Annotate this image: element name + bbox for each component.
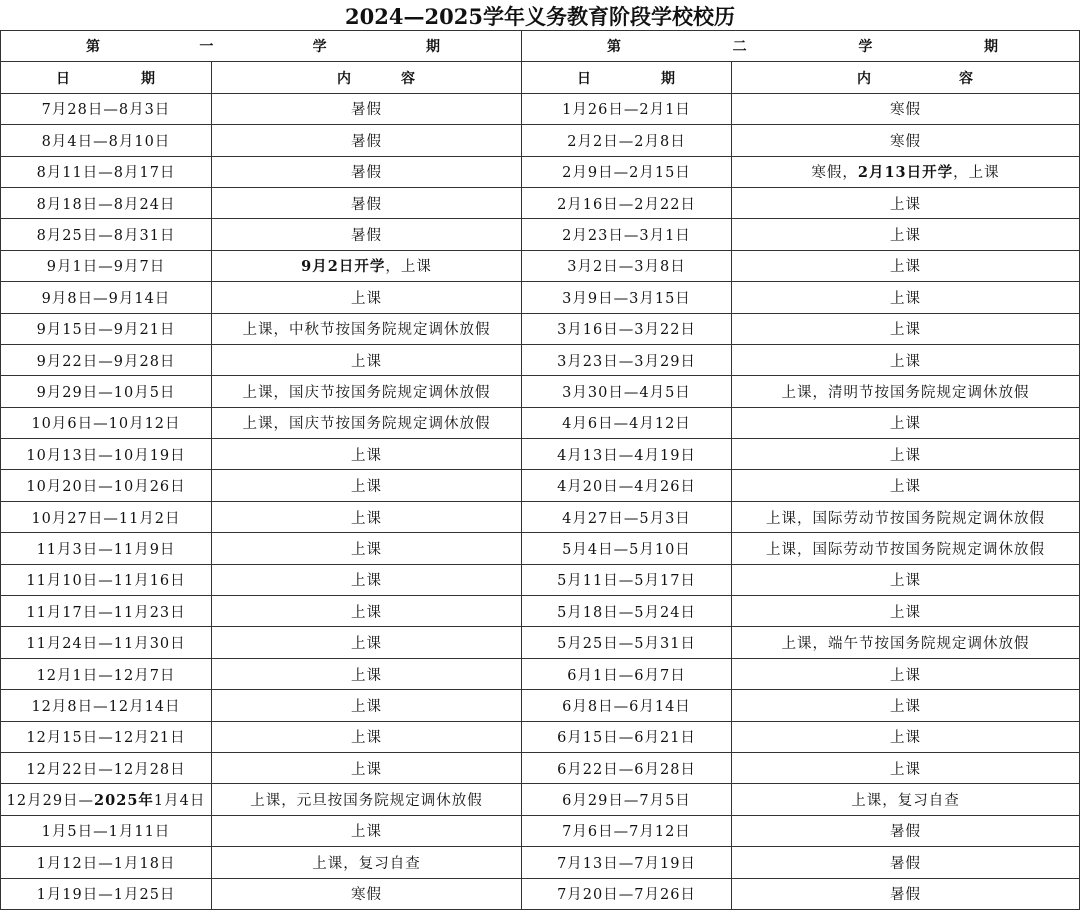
- semester2-content-cell: 上课: [732, 690, 1080, 721]
- semester1-content-cell: 上课: [212, 344, 522, 375]
- semester1-header-char: 第: [86, 39, 101, 56]
- semester1-date-cell: 9月22日—9月28日: [1, 344, 212, 375]
- semester1-content-cell: 上课: [212, 658, 522, 689]
- table-row: [1, 533, 1080, 564]
- semester2-date-cell: 3月9日—3月15日: [522, 282, 732, 313]
- table-row: [1, 627, 1080, 658]
- semester1-date-cell-part: 1月4日: [153, 793, 206, 810]
- semester1-date-cell: 9月1日—9月7日: [1, 250, 212, 281]
- header-char: 日: [577, 70, 592, 87]
- semester2-content-cell-part: ，上课: [953, 165, 1000, 182]
- semester1-date-cell: [1, 784, 212, 815]
- header-char: 期: [141, 70, 156, 87]
- semester2-content-cell: 上课: [732, 187, 1080, 218]
- semester2-date-cell: 5月18日—5月24日: [522, 596, 732, 627]
- header-char: 日: [56, 70, 71, 87]
- semester1-date-cell: 12月22日—12月28日: [1, 752, 212, 783]
- semester2-date-cell: 4月13日—4月19日: [522, 439, 732, 470]
- semester2-date-cell: 2月23日—3月1日: [522, 219, 732, 250]
- semester1-content-cell: 上课: [212, 815, 522, 846]
- table-row: [1, 878, 1080, 909]
- header-char: 期: [661, 70, 676, 87]
- semester1-content-cell: 暑假: [212, 219, 522, 250]
- semester2-date-cell: 5月4日—5月10日: [522, 533, 732, 564]
- semester2-date-cell: 6月29日—7月5日: [522, 784, 732, 815]
- semester2-content-cell: 暑假: [732, 878, 1080, 909]
- semester2-header-char: 学: [858, 39, 874, 56]
- semester1-content-cell: [212, 250, 522, 281]
- table-row: [1, 470, 1080, 501]
- header-char: 容: [401, 70, 416, 87]
- semester1-content-cell: 上课: [212, 752, 522, 783]
- semester2-date-cell: 2月16日—2月22日: [522, 187, 732, 218]
- semester1-date-cell: 7月28日—8月3日: [1, 93, 212, 124]
- semester1-header-char: 学: [312, 39, 328, 56]
- semester1-date-cell: 8月4日—8月10日: [1, 125, 212, 156]
- semester2-content-cell: 上课，国际劳动节按国务院规定调休放假: [732, 501, 1080, 532]
- semester2-date-cell: 3月23日—3月29日: [522, 344, 732, 375]
- semester1-date-cell: 12月8日—12月14日: [1, 690, 212, 721]
- semester-header-row: [1, 31, 1080, 62]
- semester2-content-cell: 上课: [732, 313, 1080, 344]
- semester2-content-cell: 上课: [732, 439, 1080, 470]
- semester1-date-cell: 9月15日—9月21日: [1, 313, 212, 344]
- table-row: [1, 344, 1080, 375]
- school-calendar-table: [0, 30, 1080, 910]
- semester1-content-cell-part: ，上课: [385, 259, 432, 276]
- semester2-content-cell: 上课，国际劳动节按国务院规定调休放假: [732, 533, 1080, 564]
- semester1-date-cell-part: 2025年: [94, 792, 154, 810]
- semester1-content-cell: 上课: [212, 470, 522, 501]
- semester1-date-header: [1, 62, 212, 93]
- table-row: [1, 282, 1080, 313]
- semester2-date-cell: 6月8日—6月14日: [522, 690, 732, 721]
- semester2-content-cell: 上课: [732, 658, 1080, 689]
- semester2-date-cell: 3月16日—3月22日: [522, 313, 732, 344]
- semester2-date-cell: 4月6日—4月12日: [522, 407, 732, 438]
- table-row: [1, 501, 1080, 532]
- semester2-content-cell: 上课: [732, 596, 1080, 627]
- semester1-content-cell: 寒假: [212, 878, 522, 909]
- semester1-content-cell: 暑假: [212, 93, 522, 124]
- semester1-header-char: 一: [199, 39, 215, 56]
- semester2-content-cell: 上课: [732, 721, 1080, 752]
- semester1-content-header: [212, 62, 522, 93]
- semester2-content-cell: 上课: [732, 470, 1080, 501]
- semester1-date-cell: 1月19日—1月25日: [1, 878, 212, 909]
- semester1-content-cell: 上课: [212, 690, 522, 721]
- semester2-header-char: 第: [607, 39, 622, 56]
- page-title: 2024—2025学年义务教育阶段学校校历: [345, 4, 735, 29]
- table-row: [1, 690, 1080, 721]
- header-char: 容: [959, 70, 974, 87]
- semester1-header: [1, 31, 522, 62]
- table-row: [1, 125, 1080, 156]
- table-row: [1, 219, 1080, 250]
- column-header-row: [1, 62, 1080, 93]
- semester1-date-cell: 12月15日—12月21日: [1, 721, 212, 752]
- header-char: 内: [337, 70, 352, 87]
- semester2-date-cell: 4月20日—4月26日: [522, 470, 732, 501]
- semester1-date-cell: 11月17日—11月23日: [1, 596, 212, 627]
- semester2-content-cell: 寒假: [732, 125, 1080, 156]
- semester2-content-cell: 上课，端午节按国务院规定调休放假: [732, 627, 1080, 658]
- semester2-content-cell: 上课: [732, 564, 1080, 595]
- semester2-date-cell: 6月15日—6月21日: [522, 721, 732, 752]
- semester2-content-header: [732, 62, 1080, 93]
- semester2-content-cell-part: 寒假，: [811, 165, 858, 182]
- semester2-content-cell: 暑假: [732, 815, 1080, 846]
- semester2-header: [522, 31, 1080, 62]
- semester1-content-cell: 上课，国庆节按国务院规定调休放假: [212, 407, 522, 438]
- semester2-content-cell: 上课，复习自查: [732, 784, 1080, 815]
- semester1-content-cell: 上课，国庆节按国务院规定调休放假: [212, 376, 522, 407]
- semester1-content-cell: 上课: [212, 564, 522, 595]
- semester1-date-cell: 12月1日—12月7日: [1, 658, 212, 689]
- semester2-date-cell: 3月2日—3月8日: [522, 250, 732, 281]
- semester2-date-cell: 5月25日—5月31日: [522, 627, 732, 658]
- table-row: [1, 784, 1080, 815]
- semester1-content-cell-part: 9月2日开学: [301, 258, 386, 276]
- semester1-content-cell: 暑假: [212, 187, 522, 218]
- semester2-content-cell-part: 2月13日开学: [857, 164, 954, 182]
- semester1-date-cell: 10月20日—10月26日: [1, 470, 212, 501]
- semester1-content-cell: 上课，复习自查: [212, 847, 522, 878]
- table-row: [1, 439, 1080, 470]
- semester2-date-cell: 6月22日—6月28日: [522, 752, 732, 783]
- semester2-content-cell: 上课: [732, 282, 1080, 313]
- semester1-date-cell: 11月10日—11月16日: [1, 564, 212, 595]
- table-row: [1, 564, 1080, 595]
- calendar-body: [1, 93, 1080, 909]
- semester1-content-cell: 上课: [212, 721, 522, 752]
- table-row: [1, 187, 1080, 218]
- semester2-date-cell: 7月13日—7月19日: [522, 847, 732, 878]
- semester2-content-cell: 上课: [732, 250, 1080, 281]
- header-char: 内: [857, 70, 872, 87]
- semester1-date-cell: 9月29日—10月5日: [1, 376, 212, 407]
- semester2-date-cell: 5月11日—5月17日: [522, 564, 732, 595]
- table-row: [1, 658, 1080, 689]
- semester2-header-char: 期: [983, 39, 999, 56]
- semester2-content-cell: 上课: [732, 219, 1080, 250]
- semester2-date-cell: 2月9日—2月15日: [522, 156, 732, 187]
- table-row: [1, 376, 1080, 407]
- semester2-date-cell: 4月27日—5月3日: [522, 501, 732, 532]
- semester2-date-cell: 7月20日—7月26日: [522, 878, 732, 909]
- semester1-date-cell: 1月5日—1月11日: [1, 815, 212, 846]
- semester2-header-char: 二: [732, 39, 748, 56]
- table-row: [1, 596, 1080, 627]
- semester1-date-cell: 8月25日—8月31日: [1, 219, 212, 250]
- semester2-content-cell: 上课: [732, 752, 1080, 783]
- semester1-content-cell: 上课: [212, 533, 522, 564]
- semester2-content-cell: 上课: [732, 344, 1080, 375]
- semester1-date-cell: 10月6日—10月12日: [1, 407, 212, 438]
- semester1-content-cell: 上课: [212, 501, 522, 532]
- semester1-date-cell: 10月27日—11月2日: [1, 501, 212, 532]
- semester1-content-cell: 暑假: [212, 156, 522, 187]
- semester1-date-cell: 9月8日—9月14日: [1, 282, 212, 313]
- semester2-date-cell: 6月1日—6月7日: [522, 658, 732, 689]
- table-row: [1, 752, 1080, 783]
- semester2-date-cell: 7月6日—7月12日: [522, 815, 732, 846]
- semester1-content-cell: 上课，中秋节按国务院规定调休放假: [212, 313, 522, 344]
- semester2-date-cell: 1月26日—2月1日: [522, 93, 732, 124]
- semester2-date-header: [522, 62, 732, 93]
- semester1-date-cell: 11月3日—11月9日: [1, 533, 212, 564]
- semester1-content-cell: 上课，元旦按国务院规定调休放假: [212, 784, 522, 815]
- semester2-content-cell: 寒假: [732, 93, 1080, 124]
- semester2-content-cell: 上课，清明节按国务院规定调休放假: [732, 376, 1080, 407]
- table-row: [1, 847, 1080, 878]
- semester1-date-cell: 10月13日—10月19日: [1, 439, 212, 470]
- semester1-date-cell: 1月12日—1月18日: [1, 847, 212, 878]
- semester1-content-cell: 暑假: [212, 125, 522, 156]
- semester1-date-cell: 11月24日—11月30日: [1, 627, 212, 658]
- semester1-date-cell: 8月11日—8月17日: [1, 156, 212, 187]
- semester2-content-cell: 上课: [732, 407, 1080, 438]
- semester2-date-cell: 2月2日—2月8日: [522, 125, 732, 156]
- semester2-content-cell: [732, 156, 1080, 187]
- semester2-date-cell: 3月30日—4月5日: [522, 376, 732, 407]
- table-row: [1, 156, 1080, 187]
- semester2-content-cell: 暑假: [732, 847, 1080, 878]
- semester1-content-cell: 上课: [212, 627, 522, 658]
- semester1-content-cell: 上课: [212, 439, 522, 470]
- table-row: [1, 407, 1080, 438]
- semester1-header-char: 期: [425, 39, 441, 56]
- semester1-content-cell: 上课: [212, 282, 522, 313]
- semester1-content-cell: 上课: [212, 596, 522, 627]
- table-row: [1, 250, 1080, 281]
- semester1-date-cell-part: 12月29日—: [6, 793, 95, 810]
- semester1-date-cell: 8月18日—8月24日: [1, 187, 212, 218]
- table-row: [1, 93, 1080, 124]
- table-row: [1, 313, 1080, 344]
- table-row: [1, 721, 1080, 752]
- table-row: [1, 815, 1080, 846]
